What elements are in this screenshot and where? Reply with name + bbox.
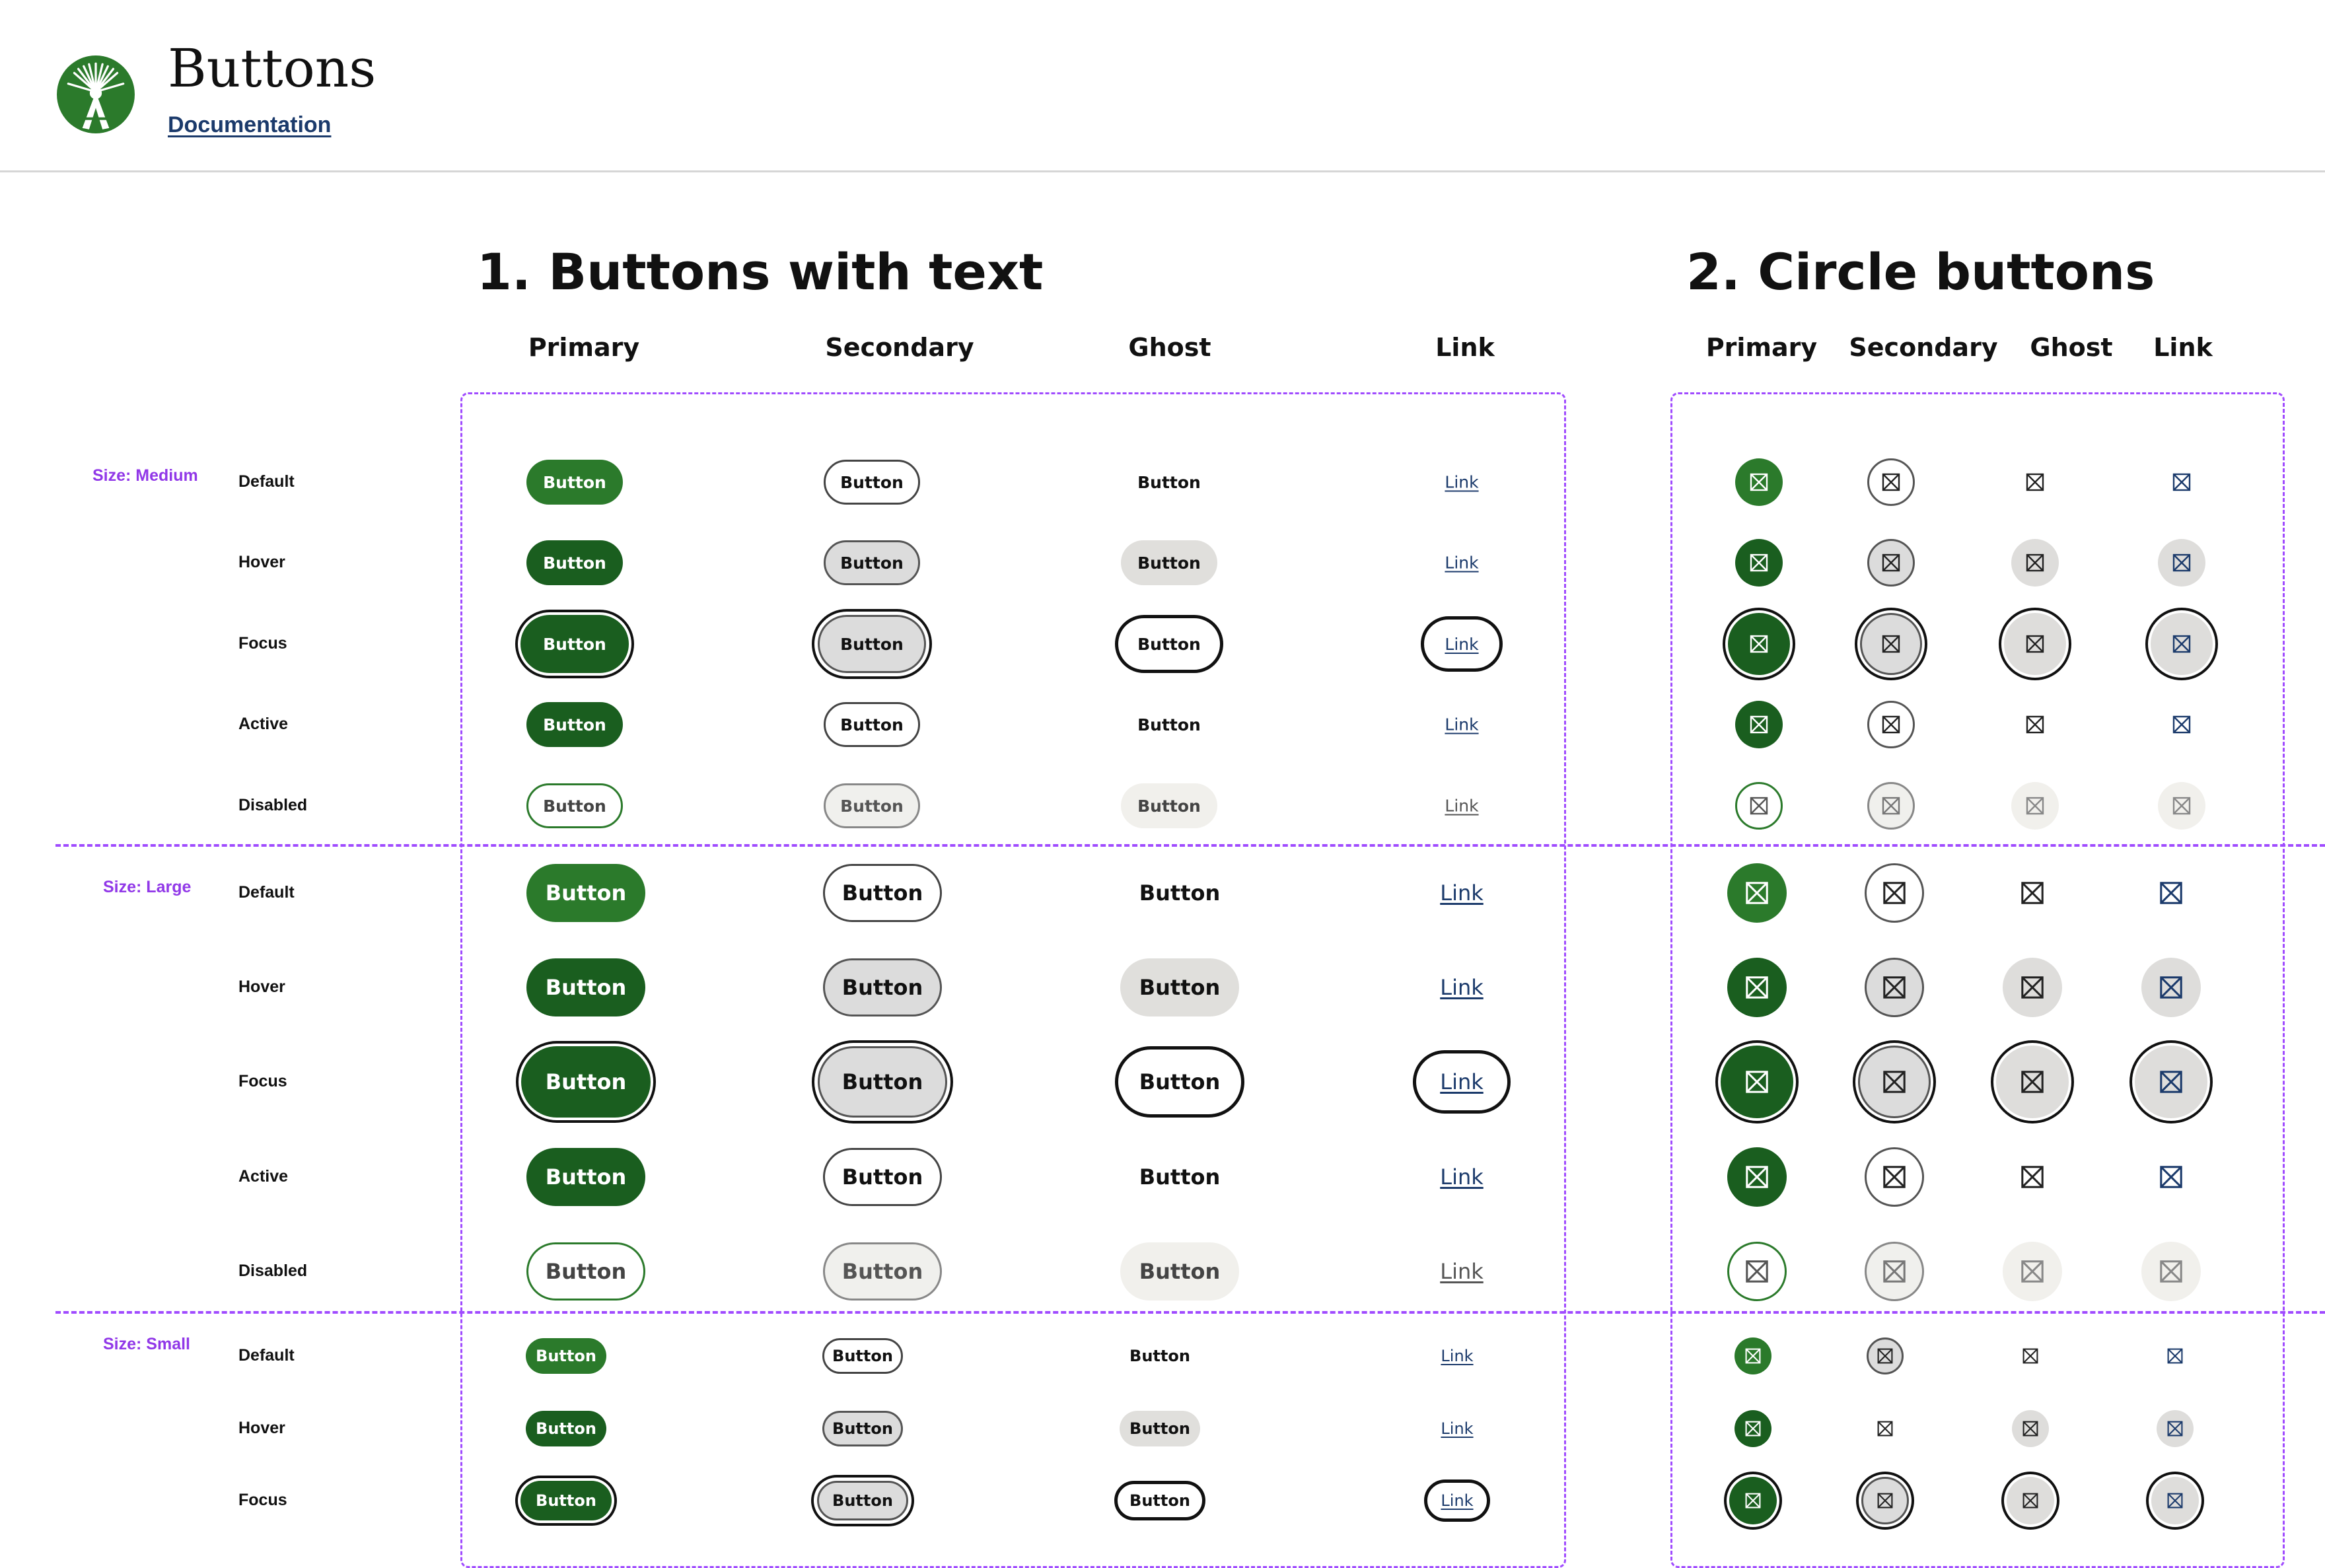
- placeholder-box-icon: [1744, 880, 1770, 906]
- primary-button-hover[interactable]: Button: [526, 540, 623, 585]
- circle-ghost-button-default[interactable]: [2012, 1337, 2049, 1374]
- primary-button-focus[interactable]: Button: [520, 1481, 612, 1520]
- circle-secondary-button-default[interactable]: [1865, 863, 1924, 923]
- circle-ghost-button-default[interactable]: [2003, 863, 2062, 923]
- size-label-small: Size: Small: [103, 1335, 190, 1353]
- placeholder-box-icon: [2166, 1420, 2184, 1437]
- placeholder-box-icon: [1749, 634, 1769, 654]
- secondary-button-disabled[interactable]: Button: [824, 783, 920, 828]
- primary-button-default[interactable]: Button: [526, 460, 623, 505]
- secondary-button-focus[interactable]: Button: [818, 1046, 947, 1118]
- circle-secondary-button-hover[interactable]: [1867, 1410, 1904, 1447]
- placeholder-box-icon: [2159, 1069, 2184, 1094]
- placeholder-box-icon: [2020, 975, 2045, 1000]
- state-label-disabled: Disabled: [238, 1262, 308, 1280]
- size-divider: [55, 844, 2325, 847]
- circle-column-header-link: Link: [2153, 333, 2213, 362]
- circle-secondary-button-hover[interactable]: [1867, 539, 1915, 587]
- secondary-button-default[interactable]: Button: [823, 864, 942, 922]
- circle-primary-button-hover[interactable]: [1727, 958, 1787, 1017]
- state-label-default: Default: [238, 472, 295, 491]
- ghost-button-disabled[interactable]: Button: [1120, 1242, 1239, 1301]
- circle-ghost-button-hover[interactable]: [2012, 1410, 2049, 1447]
- circle-column-header-secondary: Secondary: [1849, 333, 1998, 362]
- circle-secondary-button-focus[interactable]: [1858, 1046, 1931, 1118]
- circle-primary-button-hover[interactable]: [1735, 539, 1783, 587]
- circle-ghost-button-active[interactable]: [2011, 701, 2059, 748]
- placeholder-box-icon: [2172, 553, 2192, 573]
- circle-primary-button-focus[interactable]: [1728, 613, 1790, 675]
- circle-link-button-hover[interactable]: [2141, 958, 2201, 1017]
- circle-column-header-primary: Primary: [1705, 333, 1818, 362]
- placeholder-box-icon: [1749, 796, 1769, 816]
- state-label-active: Active: [238, 715, 289, 733]
- state-label-disabled: Disabled: [238, 796, 308, 814]
- placeholder-box-icon: [2172, 796, 2192, 816]
- placeholder-box-icon: [1744, 1259, 1770, 1284]
- ghost-button-hover[interactable]: Button: [1121, 540, 1217, 585]
- circle-link-button-focus[interactable]: [2151, 1477, 2199, 1524]
- secondary-button-focus[interactable]: Button: [817, 1481, 908, 1520]
- column-header-link: Link: [1435, 333, 1495, 362]
- link-button-hover[interactable]: Link: [1445, 553, 1479, 573]
- circle-ghost-button-hover[interactable]: [2011, 539, 2059, 587]
- placeholder-box-icon: [1882, 880, 1907, 906]
- placeholder-box-icon: [2025, 472, 2045, 492]
- placeholder-box-icon: [2022, 1420, 2039, 1437]
- link-button-hover[interactable]: Link: [1440, 975, 1484, 1000]
- circle-link-button-active[interactable]: [2158, 701, 2205, 748]
- state-label-focus: Focus: [238, 1491, 287, 1509]
- ghost-button-disabled[interactable]: Button: [1121, 783, 1217, 828]
- size-label-large: Size: Large: [103, 878, 192, 896]
- link-button-focus[interactable]: Link: [1424, 1479, 1490, 1522]
- placeholder-box-icon: [1881, 472, 1901, 492]
- circle-ghost-button-disabled[interactable]: [2011, 782, 2059, 830]
- primary-button-hover[interactable]: Button: [526, 1411, 606, 1446]
- ghost-button-default[interactable]: Button: [1139, 880, 1221, 906]
- state-label-hover: Hover: [238, 1419, 285, 1437]
- secondary-button-default[interactable]: Button: [822, 1338, 903, 1374]
- placeholder-box-icon: [1877, 1420, 1894, 1437]
- link-button-disabled[interactable]: Link: [1445, 796, 1479, 816]
- circle-primary-button-active[interactable]: [1735, 701, 1783, 748]
- circle-column-header-ghost: Ghost: [2030, 333, 2113, 362]
- ghost-button-focus[interactable]: Button: [1115, 1046, 1244, 1118]
- secondary-button-active[interactable]: Button: [823, 1148, 942, 1206]
- link-button-active[interactable]: Link: [1440, 1164, 1484, 1190]
- ghost-button-hover[interactable]: Button: [1120, 1411, 1200, 1446]
- secondary-button-hover[interactable]: Button: [822, 1411, 903, 1446]
- circle-secondary-button-focus[interactable]: [1860, 613, 1922, 675]
- secondary-button-hover[interactable]: Button: [824, 540, 920, 585]
- placeholder-box-icon: [2025, 553, 2045, 573]
- link-button-default[interactable]: Link: [1440, 880, 1484, 906]
- placeholder-box-icon: [1881, 634, 1901, 654]
- circle-secondary-button-active[interactable]: [1867, 701, 1915, 748]
- circle-link-button-disabled[interactable]: [2141, 1242, 2201, 1301]
- circle-primary-button-hover[interactable]: [1735, 1410, 1771, 1447]
- column-header-secondary: Secondary: [825, 333, 974, 362]
- state-label-focus: Focus: [238, 634, 287, 653]
- circle-primary-button-disabled[interactable]: [1735, 782, 1783, 830]
- placeholder-box-icon: [2025, 796, 2045, 816]
- placeholder-box-icon: [2020, 1069, 2045, 1094]
- link-button-disabled[interactable]: Link: [1440, 1259, 1484, 1284]
- circle-ghost-button-active[interactable]: [2003, 1147, 2062, 1207]
- documentation-link[interactable]: Documentation: [168, 112, 332, 137]
- primary-button-disabled[interactable]: Button: [526, 783, 623, 828]
- placeholder-box-icon: [1882, 975, 1907, 1000]
- secondary-button-disabled[interactable]: Button: [823, 1242, 942, 1301]
- circle-link-button-default[interactable]: [2157, 1337, 2194, 1374]
- placeholder-box-icon: [1882, 1164, 1907, 1190]
- page-title: Buttons: [168, 38, 376, 99]
- circle-link-button-default[interactable]: [2158, 458, 2205, 506]
- column-header-ghost: Ghost: [1128, 333, 1211, 362]
- ghost-button-active[interactable]: Button: [1137, 715, 1201, 734]
- secondary-button-hover[interactable]: Button: [823, 958, 942, 1016]
- column-header-primary: Primary: [528, 333, 640, 362]
- ghost-button-active[interactable]: Button: [1139, 1164, 1221, 1190]
- placeholder-box-icon: [2020, 1164, 2045, 1190]
- link-button-focus[interactable]: Link: [1413, 1050, 1511, 1114]
- primary-button-disabled[interactable]: Button: [526, 1242, 645, 1301]
- circle-ghost-button-focus[interactable]: [2004, 613, 2066, 675]
- circle-secondary-button-default[interactable]: [1867, 1337, 1904, 1374]
- circle-ghost-button-hover[interactable]: [2003, 958, 2062, 1017]
- placeholder-box-icon: [1744, 1420, 1762, 1437]
- ghost-button-default[interactable]: Button: [1129, 1347, 1190, 1365]
- placeholder-box-icon: [2166, 1347, 2184, 1365]
- link-button-hover[interactable]: Link: [1441, 1419, 1474, 1438]
- primary-button-focus[interactable]: Button: [520, 615, 629, 673]
- circle-primary-button-focus[interactable]: [1729, 1477, 1777, 1524]
- size-label-medium: Size: Medium: [92, 466, 198, 485]
- primary-button-default[interactable]: Button: [526, 1338, 606, 1374]
- circle-secondary-button-disabled[interactable]: [1865, 1242, 1924, 1301]
- circle-link-button-default[interactable]: [2141, 863, 2201, 923]
- circle-ghost-button-disabled[interactable]: [2003, 1242, 2062, 1301]
- circle-secondary-button-focus[interactable]: [1861, 1477, 1909, 1524]
- placeholder-box-icon: [1881, 715, 1901, 734]
- circle-primary-button-default[interactable]: [1727, 863, 1787, 923]
- primary-button-hover[interactable]: Button: [526, 958, 645, 1016]
- placeholder-box-icon: [2025, 715, 2045, 734]
- circle-link-button-hover[interactable]: [2158, 539, 2205, 587]
- placeholder-box-icon: [1877, 1492, 1894, 1509]
- placeholder-box-icon: [1877, 1347, 1894, 1365]
- placeholder-box-icon: [1749, 472, 1769, 492]
- placeholder-box-icon: [1744, 1164, 1770, 1190]
- circle-secondary-button-active[interactable]: [1865, 1147, 1924, 1207]
- placeholder-box-icon: [1881, 796, 1901, 816]
- state-label-active: Active: [238, 1167, 289, 1186]
- brand-logo: [55, 54, 136, 135]
- circle-primary-button-default[interactable]: [1735, 458, 1783, 506]
- placeholder-box-icon: [2025, 634, 2045, 654]
- size-divider: [55, 1311, 2325, 1314]
- primary-button-default[interactable]: Button: [526, 864, 645, 922]
- ghost-button-focus[interactable]: Button: [1115, 615, 1223, 673]
- ghost-button-default[interactable]: Button: [1137, 472, 1201, 492]
- primary-button-active[interactable]: Button: [526, 1148, 645, 1206]
- state-label-hover: Hover: [238, 978, 285, 996]
- placeholder-box-icon: [1744, 975, 1770, 1000]
- placeholder-box-icon: [2172, 634, 2192, 654]
- state-label-focus: Focus: [238, 1072, 287, 1090]
- circle-ghost-button-focus[interactable]: [1996, 1046, 2069, 1118]
- circle-secondary-button-disabled[interactable]: [1867, 782, 1915, 830]
- ghost-button-focus[interactable]: Button: [1114, 1481, 1205, 1520]
- circle-link-button-active[interactable]: [2141, 1147, 2201, 1207]
- placeholder-box-icon: [2020, 1259, 2045, 1284]
- link-button-default[interactable]: Link: [1441, 1347, 1474, 1365]
- placeholder-box-icon: [2166, 1492, 2184, 1509]
- section-title-circle-buttons: 2. Circle buttons: [1686, 242, 2155, 301]
- secondary-button-default[interactable]: Button: [824, 460, 920, 505]
- placeholder-box-icon: [2159, 1164, 2184, 1190]
- placeholder-box-icon: [1744, 1492, 1762, 1509]
- primary-button-active[interactable]: Button: [526, 702, 623, 747]
- circle-primary-button-active[interactable]: [1727, 1147, 1787, 1207]
- secondary-button-active[interactable]: Button: [824, 702, 920, 747]
- placeholder-box-icon: [2172, 472, 2192, 492]
- secondary-button-focus[interactable]: Button: [818, 615, 926, 673]
- circle-primary-button-disabled[interactable]: [1727, 1242, 1787, 1301]
- placeholder-box-icon: [2172, 715, 2192, 734]
- placeholder-box-icon: [1749, 553, 1769, 573]
- circle-link-button-hover[interactable]: [2157, 1410, 2194, 1447]
- link-button-focus[interactable]: Link: [1421, 616, 1503, 672]
- circle-secondary-button-hover[interactable]: [1865, 958, 1924, 1017]
- placeholder-box-icon: [2022, 1492, 2039, 1509]
- link-button-default[interactable]: Link: [1445, 472, 1479, 492]
- placeholder-box-icon: [2020, 880, 2045, 906]
- ghost-button-hover[interactable]: Button: [1120, 958, 1239, 1016]
- circle-link-button-disabled[interactable]: [2158, 782, 2205, 830]
- placeholder-box-icon: [2159, 975, 2184, 1000]
- placeholder-box-icon: [1744, 1347, 1762, 1365]
- state-label-default: Default: [238, 1346, 295, 1365]
- section-title-text-buttons: 1. Buttons with text: [477, 242, 1044, 301]
- circle-link-button-focus[interactable]: [2135, 1046, 2207, 1118]
- circle-primary-button-focus[interactable]: [1721, 1046, 1793, 1118]
- placeholder-box-icon: [1882, 1259, 1907, 1284]
- circle-secondary-button-default[interactable]: [1867, 458, 1915, 506]
- placeholder-box-icon: [1749, 715, 1769, 734]
- state-label-default: Default: [238, 883, 295, 902]
- placeholder-box-icon: [2022, 1347, 2039, 1365]
- circle-ghost-button-default[interactable]: [2011, 458, 2059, 506]
- circle-primary-button-default[interactable]: [1735, 1337, 1771, 1374]
- placeholder-box-icon: [2159, 1259, 2184, 1284]
- placeholder-box-icon: [1882, 1069, 1907, 1094]
- state-label-hover: Hover: [238, 553, 285, 571]
- placeholder-box-icon: [2159, 880, 2184, 906]
- placeholder-box-icon: [1744, 1069, 1770, 1094]
- circle-ghost-button-focus[interactable]: [2007, 1477, 2054, 1524]
- primary-button-focus[interactable]: Button: [521, 1046, 651, 1118]
- link-button-active[interactable]: Link: [1445, 715, 1479, 734]
- circle-link-button-focus[interactable]: [2151, 613, 2213, 675]
- placeholder-box-icon: [1881, 553, 1901, 573]
